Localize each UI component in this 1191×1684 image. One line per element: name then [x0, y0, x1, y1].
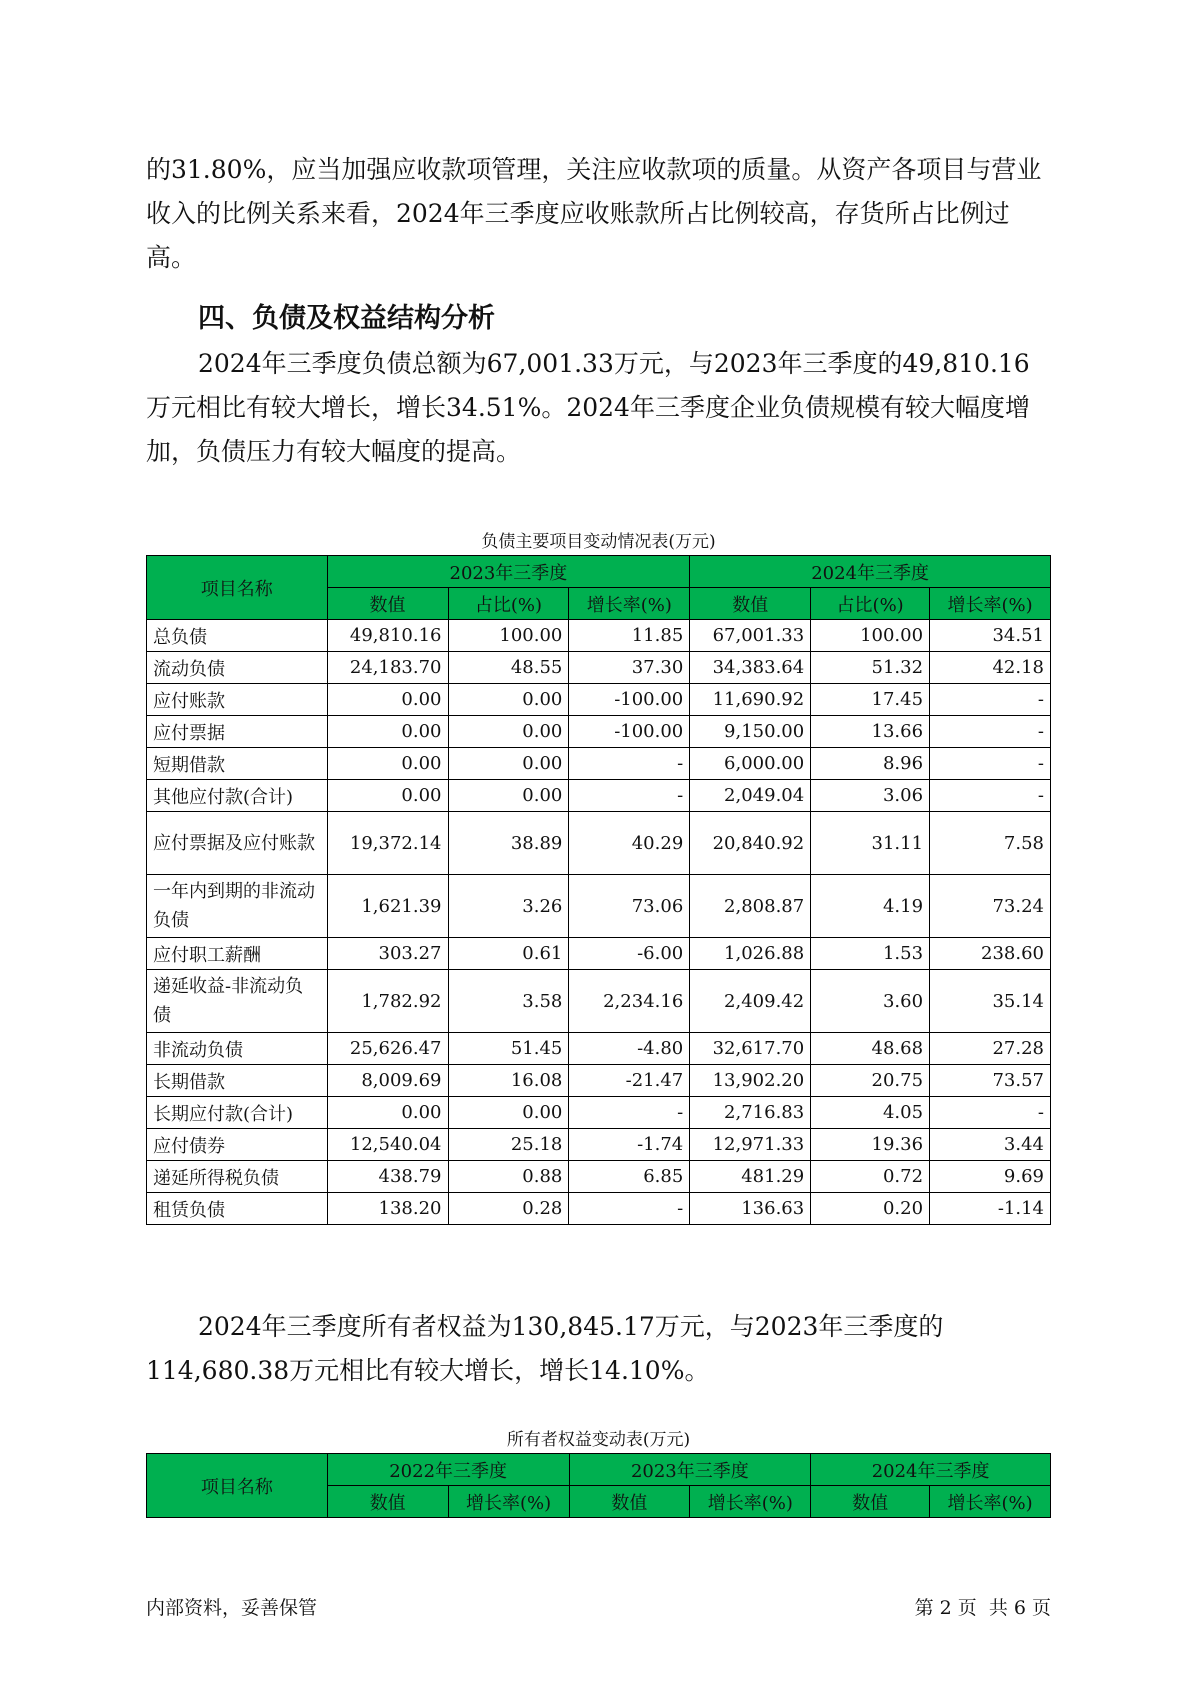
table-cell: 12,971.33	[690, 1129, 811, 1161]
table-cell: 34.51	[930, 620, 1051, 652]
subheader-growth: 增长率(%)	[569, 588, 690, 620]
table-cell: 73.57	[930, 1065, 1051, 1097]
table-row	[147, 812, 1051, 875]
table-cell: 138.20	[327, 1193, 448, 1225]
row-label: 应付职工薪酬	[147, 938, 328, 970]
table-cell: 19,372.14	[327, 812, 448, 875]
table-cell: 2,049.04	[690, 780, 811, 812]
paragraph-liabilities: 2024年三季度负债总额为67,001.33万元，与2023年三季度的49,810.16万元相比有较大增长，增长34.51%。2024年三季度企业负债规模有较大幅度增加，负债压力有较大幅度的提高。	[146, 349, 1030, 466]
table-cell: 51.32	[811, 652, 930, 684]
table-cell: -	[930, 748, 1051, 780]
subheader-value: 数值	[327, 1486, 448, 1518]
table-cell: 3.58	[448, 970, 569, 1033]
table-cell: 17.45	[811, 684, 930, 716]
row-label: 总负债	[147, 620, 328, 652]
table-cell: 8,009.69	[327, 1065, 448, 1097]
table-cell: 1,782.92	[327, 970, 448, 1033]
table-cell: 73.06	[569, 875, 690, 938]
col-header-name: 项目名称	[147, 556, 328, 620]
row-label: 递延所得税负债	[147, 1161, 328, 1193]
table-cell: 0.00	[327, 748, 448, 780]
row-label: 应付票据及应付账款	[147, 812, 328, 875]
table-cell: 24,183.70	[327, 652, 448, 684]
subheader-growth: 增长率(%)	[930, 588, 1051, 620]
table-row	[147, 780, 1051, 812]
table-cell: 49,810.16	[327, 620, 448, 652]
table-cell: 0.00	[448, 780, 569, 812]
table-cell: 11,690.92	[690, 684, 811, 716]
table-cell: -1.14	[930, 1193, 1051, 1225]
table-row	[147, 1033, 1051, 1065]
row-label: 应付票据	[147, 716, 328, 748]
table-cell: 20.75	[811, 1065, 930, 1097]
table-cell: -	[569, 1193, 690, 1225]
table-cell: 19.36	[811, 1129, 930, 1161]
table-cell: 4.05	[811, 1097, 930, 1129]
table-cell: 0.61	[448, 938, 569, 970]
table-cell: 13,902.20	[690, 1065, 811, 1097]
table-row	[147, 620, 1051, 652]
footer-confidential-note: 内部资料，妥善保管	[146, 1597, 318, 1619]
col-header-period-2023: 2023年三季度	[569, 1454, 811, 1486]
subheader-growth: 增长率(%)	[930, 1486, 1051, 1518]
table-cell: -	[569, 748, 690, 780]
row-label: 应付账款	[147, 684, 328, 716]
subheader-value: 数值	[569, 1486, 690, 1518]
liability-table	[146, 555, 1051, 1225]
table-cell: 3.26	[448, 875, 569, 938]
table-cell: 27.28	[930, 1033, 1051, 1065]
table-cell: 20,840.92	[690, 812, 811, 875]
row-label: 一年内到期的非流动负债	[147, 875, 328, 938]
table-row	[147, 970, 1051, 1033]
col-header-period-2022: 2022年三季度	[327, 1454, 569, 1486]
table-cell: 9.69	[930, 1161, 1051, 1193]
table-row	[147, 748, 1051, 780]
row-label: 非流动负债	[147, 1033, 328, 1065]
table-cell: 0.00	[327, 1097, 448, 1129]
table-cell: 0.00	[327, 684, 448, 716]
table-row	[147, 1161, 1051, 1193]
table-cell: 0.00	[327, 780, 448, 812]
table-cell: 73.24	[930, 875, 1051, 938]
table-cell: -	[930, 780, 1051, 812]
table-cell: 3.60	[811, 970, 930, 1033]
table-cell: 1,026.88	[690, 938, 811, 970]
table-row	[147, 1097, 1051, 1129]
table-cell: 7.58	[930, 812, 1051, 875]
subheader-growth: 增长率(%)	[448, 1486, 569, 1518]
table-cell: 481.29	[690, 1161, 811, 1193]
table-cell: -21.47	[569, 1065, 690, 1097]
liability-table-caption: 负债主要项目变动情况表(万元)	[481, 532, 716, 552]
equity-table-caption: 所有者权益变动表(万元)	[506, 1430, 691, 1450]
table-cell: 35.14	[930, 970, 1051, 1033]
table-row	[147, 652, 1051, 684]
subheader-value: 数值	[811, 1486, 930, 1518]
table-row	[147, 938, 1051, 970]
table-cell: 25.18	[448, 1129, 569, 1161]
table-cell: 6.85	[569, 1161, 690, 1193]
table-cell: 0.72	[811, 1161, 930, 1193]
row-label: 短期借款	[147, 748, 328, 780]
row-label: 长期应付款(合计)	[147, 1097, 328, 1129]
table-cell: 100.00	[811, 620, 930, 652]
table-row	[147, 716, 1051, 748]
table-cell: 3.44	[930, 1129, 1051, 1161]
table-cell: 3.06	[811, 780, 930, 812]
col-header-period-2024: 2024年三季度	[811, 1454, 1051, 1486]
table-row	[147, 1193, 1051, 1225]
liability-table-body	[147, 620, 1051, 1225]
table-cell: 0.20	[811, 1193, 930, 1225]
table-cell: 1,621.39	[327, 875, 448, 938]
table-cell: 16.08	[448, 1065, 569, 1097]
section-heading: 四、负债及权益结构分析	[198, 303, 495, 334]
table-cell: -	[930, 684, 1051, 716]
row-label: 流动负债	[147, 652, 328, 684]
table-cell: 11.85	[569, 620, 690, 652]
subheader-share: 占比(%)	[448, 588, 569, 620]
equity-table	[146, 1453, 1051, 1518]
table-cell: 2,409.42	[690, 970, 811, 1033]
table-cell: 0.28	[448, 1193, 569, 1225]
subheader-value: 数值	[690, 588, 811, 620]
table-cell: 25,626.47	[327, 1033, 448, 1065]
table-row	[147, 1129, 1051, 1161]
table-cell: 37.30	[569, 652, 690, 684]
paragraph-equity: 2024年三季度所有者权益为130,845.17万元，与2023年三季度的114,680.38万元相比有较大增长，增长14.10%。	[146, 1312, 944, 1385]
subheader-growth: 增长率(%)	[690, 1486, 811, 1518]
table-row	[147, 1065, 1051, 1097]
table-cell: 13.66	[811, 716, 930, 748]
col-header-period-2023: 2023年三季度	[327, 556, 690, 588]
paragraph-receivables: 的31.80%，应当加强应收款项管理，关注应收款项的质量。从资产各项目与营业收入的比例关系来看，2024年三季度应收账款所占比例较高，存货所占比例过高。	[146, 155, 1042, 272]
table-cell: 40.29	[569, 812, 690, 875]
table-cell: 0.00	[448, 716, 569, 748]
table-cell: 438.79	[327, 1161, 448, 1193]
table-cell: 6,000.00	[690, 748, 811, 780]
row-label: 递延收益-非流动负债	[147, 970, 328, 1033]
table-cell: -4.80	[569, 1033, 690, 1065]
table-cell: 12,540.04	[327, 1129, 448, 1161]
table-cell: 48.68	[811, 1033, 930, 1065]
table-cell: 32,617.70	[690, 1033, 811, 1065]
table-cell: 48.55	[448, 652, 569, 684]
table-cell: 31.11	[811, 812, 930, 875]
table-cell: 38.89	[448, 812, 569, 875]
table-cell: 100.00	[448, 620, 569, 652]
subheader-value: 数值	[327, 588, 448, 620]
table-cell: -100.00	[569, 684, 690, 716]
row-label: 长期借款	[147, 1065, 328, 1097]
table-cell: 238.60	[930, 938, 1051, 970]
table-cell: 42.18	[930, 652, 1051, 684]
table-cell: 0.00	[448, 1097, 569, 1129]
table-cell: 2,808.87	[690, 875, 811, 938]
table-cell: -100.00	[569, 716, 690, 748]
row-label: 应付债券	[147, 1129, 328, 1161]
table-cell: -	[569, 1097, 690, 1129]
table-cell: 67,001.33	[690, 620, 811, 652]
table-cell: 0.00	[448, 748, 569, 780]
table-cell: 8.96	[811, 748, 930, 780]
table-cell: 0.00	[448, 684, 569, 716]
table-cell: 0.00	[327, 716, 448, 748]
table-cell: 2,716.83	[690, 1097, 811, 1129]
table-row	[147, 684, 1051, 716]
subheader-share: 占比(%)	[811, 588, 930, 620]
row-label: 其他应付款(合计)	[147, 780, 328, 812]
table-cell: 1.53	[811, 938, 930, 970]
table-cell: -	[930, 1097, 1051, 1129]
table-row	[147, 875, 1051, 938]
footer-page-number: 第 2 页 共 6 页	[914, 1597, 1051, 1619]
table-cell: 4.19	[811, 875, 930, 938]
col-header-name: 项目名称	[147, 1454, 328, 1518]
table-cell: -1.74	[569, 1129, 690, 1161]
table-cell: 34,383.64	[690, 652, 811, 684]
table-cell: 51.45	[448, 1033, 569, 1065]
table-cell: 303.27	[327, 938, 448, 970]
table-cell: 136.63	[690, 1193, 811, 1225]
table-cell: -6.00	[569, 938, 690, 970]
table-cell: 0.88	[448, 1161, 569, 1193]
table-cell: 9,150.00	[690, 716, 811, 748]
table-cell: -	[930, 716, 1051, 748]
table-cell: -	[569, 780, 690, 812]
table-cell: 2,234.16	[569, 970, 690, 1033]
col-header-period-2024: 2024年三季度	[690, 556, 1051, 588]
row-label: 租赁负债	[147, 1193, 328, 1225]
